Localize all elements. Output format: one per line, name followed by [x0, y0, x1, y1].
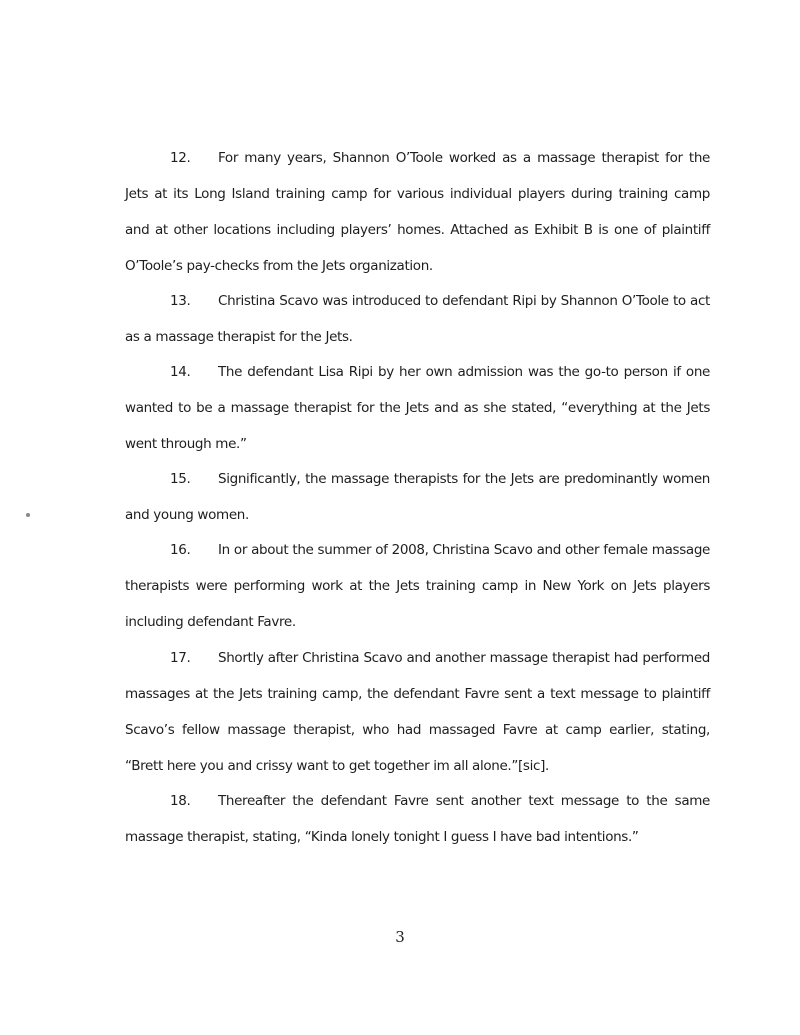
paragraph-18: [125, 783, 710, 855]
paragraph-14: [125, 354, 710, 462]
paragraph-number: 16.: [170, 542, 191, 558]
paragraph-number: 15.: [170, 471, 191, 487]
page-number: 3: [395, 928, 405, 946]
paragraph-12: [125, 140, 710, 284]
paragraph-text: Shortly after Christina Scavo and another massage therapist had performed massages at the Jets training camp, the defendant Favre sent a text message to plaintiff Scavo’s fellow massage therapist, who had massaged Favre at camp earlier, stating, “Brett here you and crissy want to get together im all alone.”[sic].: [125, 650, 710, 774]
paragraph-number: 17.: [170, 650, 191, 666]
paragraph-16: [125, 532, 710, 640]
paragraph-number: 14.: [170, 364, 191, 380]
paragraph-number: 18.: [170, 793, 191, 809]
paragraph-number: 13.: [170, 293, 191, 309]
paragraph-text: Thereafter the defendant Favre sent another text message to the same massage therapist, stating, “Kinda lonely tonight I guess I have bad intentions.”: [125, 793, 710, 845]
paragraph-text: Christina Scavo was introduced to defendant Ripi by Shannon O’Toole to act as a massage therapist for the Jets.: [125, 293, 710, 345]
scan-speck: [26, 513, 30, 517]
paragraph-number: 12.: [170, 150, 191, 166]
paragraph-text: The defendant Lisa Ripi by her own admission was the go-to person if one wanted to be a massage therapist for the Jets and as she stated, “everything at the Jets went through me.”: [125, 364, 710, 452]
paragraph-13: [125, 283, 710, 355]
paragraph-text: For many years, Shannon O’Toole worked as a massage therapist for the Jets at its Long Island training camp for various individual players during training camp and at other locations including players’ homes. Attached as Exhibit B is one of plaintiff O’Toole’s pay-checks from the Jets organization.: [125, 150, 710, 274]
paragraph-15: [125, 461, 710, 533]
paragraph-17: [125, 640, 710, 784]
paragraph-text: Significantly, the massage therapists for the Jets are predominantly women and young women.: [125, 471, 710, 523]
paragraph-text: In or about the summer of 2008, Christina Scavo and other female massage therapists were performing work at the Jets training camp in New York on Jets players including defendant Favre.: [125, 542, 710, 630]
